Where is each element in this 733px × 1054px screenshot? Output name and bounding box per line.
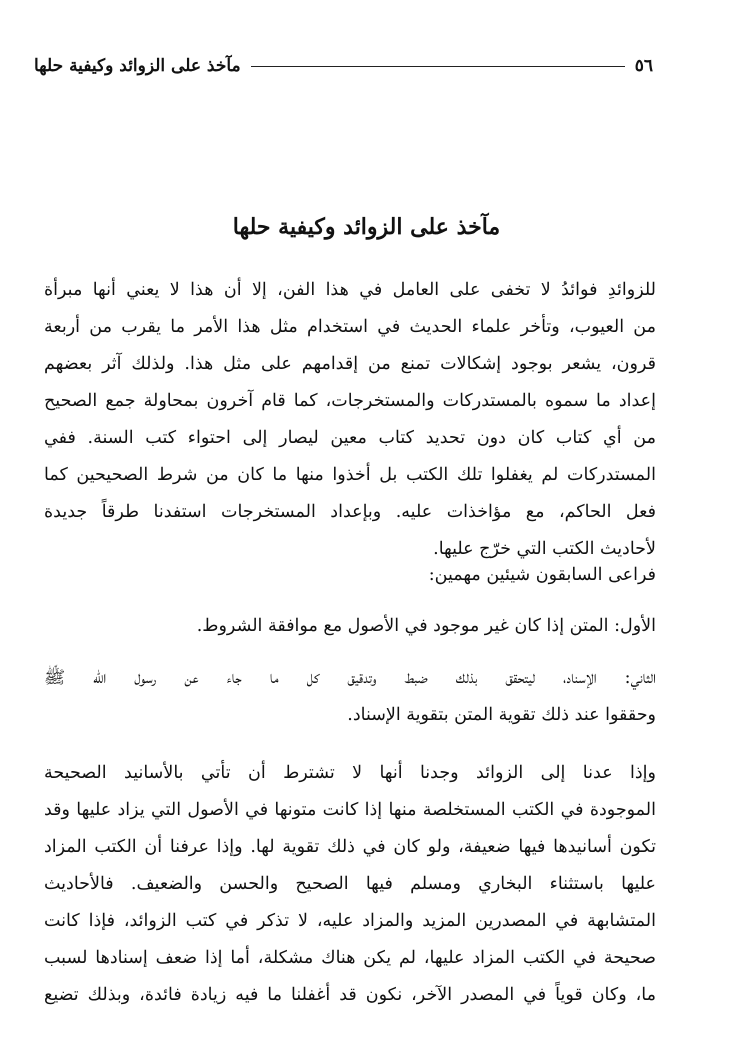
- paragraph-3: [44, 755, 656, 1014]
- paragraph-line: قرون، يشعر بوجود إشكالات تمنع من إقدامهم على مثل هذا. ولذلك آثر بعضهم: [44, 354, 656, 374]
- paragraph-line: وإذا عدنا إلى الزوائد وجدنا أنها لا تشترط أن تأتي بالأسانيد الصحيحة: [44, 763, 656, 783]
- paragraph-line: فعل الحاكم، مع مؤاخذات عليه. وبإعداد المستخرجات استفدنا طرقاً جديدة: [44, 502, 656, 522]
- paragraph-line: عليها باستثناء البخاري ومسلم فيها الصحيح والحسن والضعيف. فالأحاديث: [44, 874, 656, 894]
- point-second: [44, 660, 656, 734]
- paragraph-line: وحققوا عند ذلك تقوية المتن بتقوية الإسناد.: [347, 705, 656, 725]
- paragraph-line: للزوائدِ فوائدُ لا تخفى على العامل في هذا الفن، إلا أن هذا لا يعني أنها مبرأة: [44, 280, 656, 300]
- paragraph-line: الأول: المتن إذا كان غير موجود في الأصول مع موافقة الشروط.: [196, 616, 656, 636]
- paragraph-1: [44, 272, 656, 568]
- paragraph-line: من أي كتاب كان دون تحديد كتاب معين ليصار إلى احتواء كتب السنة. ففي: [44, 428, 656, 448]
- paragraph-line: المستدركات لم يغفلوا تلك الكتب بل أخذوا منها ما كان من شرط الصحيحين كما: [44, 465, 656, 485]
- paragraph-line: صحيحة في الكتب المزاد عليها، لم يكن هناك مشكلة، أما إذا ضعف إسنادها لسبب: [44, 948, 656, 968]
- running-title: مآخذ على الزوائد وكيفية حلها: [34, 56, 241, 76]
- paragraph-line: فراعى السابقون شيئين مهمين:: [428, 565, 656, 585]
- header-rule: [251, 66, 625, 67]
- paragraph-line: إعداد ما سموه بالمستدركات والمستخرجات، كما قام آخرون بمحاولة جمع الصحيح: [44, 391, 656, 411]
- paragraph-2: [96, 557, 656, 594]
- paragraph-line: تكون أسانيدها فيها ضعيفة، ولو كان في ذلك تقوية لها. وإذا عرفنا أن الكتب المزاد: [44, 837, 656, 857]
- section-title: مآخذ على الزوائد وكيفية حلها: [232, 214, 501, 240]
- point-first: [44, 608, 656, 645]
- paragraph-line: الموجودة في الكتب المستخلصة منها إذا كانت متونها في الأصول التي يزاد عليها وقد: [44, 800, 656, 820]
- page-number: ٥٦: [634, 56, 653, 76]
- running-header: [34, 56, 653, 76]
- paragraph-line: الثاني: الإسناد، ليتحقق بذلك ضبط وتدقيق كل ما جاء عن رسول الله ﷺ: [44, 668, 656, 688]
- paragraph-line: المتشابهة في المصدرين المزيد والمزاد عليه، لا تذكر في كتب الزوائد، فإذا كانت: [44, 911, 656, 931]
- paragraph-line: ما، وكان قوياً في المصدر الآخر، نكون قد أغفلنا ما فيه زيادة فائدة، وبذلك تضيع: [44, 985, 656, 1005]
- paragraph-line: من العيوب، وتأخر علماء الحديث في استخدام مثل هذا الأمر ما يقرب من أربعة: [44, 317, 656, 337]
- paragraph-line: لأحاديث الكتب التي خرّج عليها.: [433, 539, 656, 559]
